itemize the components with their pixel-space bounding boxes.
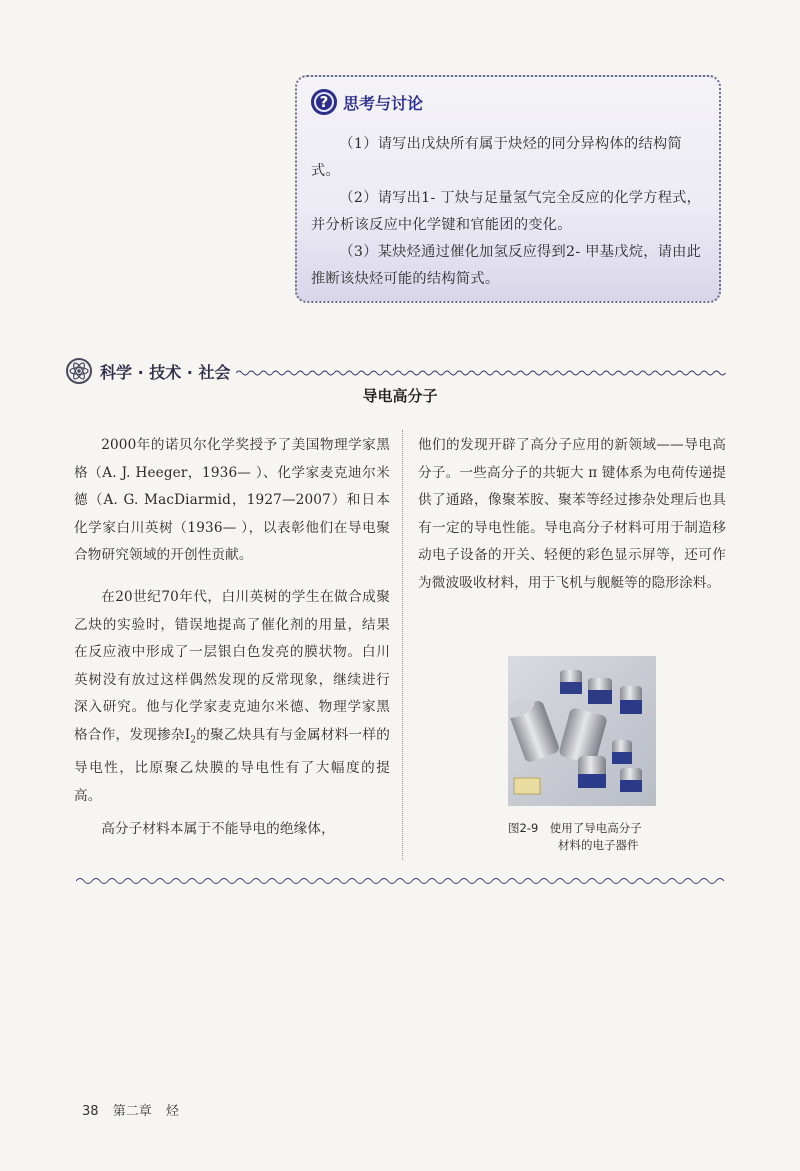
iodine-subscript: 2 xyxy=(190,735,197,746)
section-label: 科学 · 技术 · 社会 xyxy=(100,362,231,382)
figure-caption-line-1: 图2-9 使用了导电高分子 xyxy=(508,821,642,835)
discussion-question-3: （3）某炔烃通过催化加氢反应得到2- 甲基戊烷，请由此推断该炔烃可能的结构简式。 xyxy=(311,244,702,287)
discussion-question-1: （1）请写出戊炔所有属于炔烃的同分异构体的结构简式。 xyxy=(311,136,682,179)
discussion-box xyxy=(295,75,721,303)
chapter-title: 烃 xyxy=(165,1104,179,1119)
paragraph-2-text-b: 的聚乙炔具有与金属材料一样的导电性，比原聚乙炔膜的导电性有了大幅度的提高。 xyxy=(74,726,390,804)
bottom-wave-divider xyxy=(76,875,726,887)
page-number: 38 xyxy=(82,1104,99,1119)
paragraph-1: 2000年的诺贝尔化学奖授予了美国物理学家黑格（A. J. Heeger，1936— ）、化学家麦克迪尔米德（A. G. MacDiarmid，1927—2007）和日本化学家白川英树（1936— ），以表彰他们在导电聚合物研究领域的开创性贡献。 xyxy=(74,437,390,564)
right-paragraph: 他们的发现开辟了高分子应用的新领域——导电高分子。一些高分子的共轭大 π 键体系为电荷传递提供了通路，像聚苯胺、聚苯等经过掺杂处理后也具有一定的导电性能。导电高分子材料可用于制造移动电子设备的开关、轻便的彩色显示屏等，还可作为微波吸收材料，用于飞机与舰艇等的隐形涂料。 xyxy=(418,437,726,591)
paragraph-2 xyxy=(74,584,390,810)
right-column xyxy=(418,432,726,598)
article-title: 导电高分子 xyxy=(362,387,438,405)
electronic-components-photo xyxy=(508,656,656,806)
discussion-header xyxy=(311,89,423,115)
atom-icon xyxy=(66,358,92,384)
figure-caption xyxy=(508,820,678,854)
left-column xyxy=(74,432,390,844)
section-header xyxy=(66,356,726,386)
discussion-question-2: （2）请写出1- 丁炔与足量氢气完全反应的化学方程式，并分析该反应中化学键和官能团的变化。 xyxy=(311,190,702,233)
paragraph-3: 高分子材料本属于不能导电的绝缘体， xyxy=(101,821,335,838)
header-wave-divider xyxy=(236,368,726,378)
paragraph-2-text-a: 在20世纪70年代，白川英树的学生在做合成聚乙炔的实验时，错误地提高了催化剂的用量，结果在反应液中形成了一层银白色发亮的膜状物。白川英树没有放过这样偶然发现的反常现象，继续进行深入研究。他与化学家麦克迪尔米德、物理学家黑格合作，发现掺杂I xyxy=(74,588,390,743)
question-icon: ? xyxy=(311,89,337,115)
figure-caption-line-2: 材料的电子器件 xyxy=(558,838,639,852)
page-footer xyxy=(82,1100,189,1119)
chapter-label: 第二章 xyxy=(112,1104,152,1119)
discussion-title: 思考与讨论 xyxy=(343,93,424,113)
discussion-questions xyxy=(311,131,707,293)
column-divider xyxy=(402,430,403,860)
